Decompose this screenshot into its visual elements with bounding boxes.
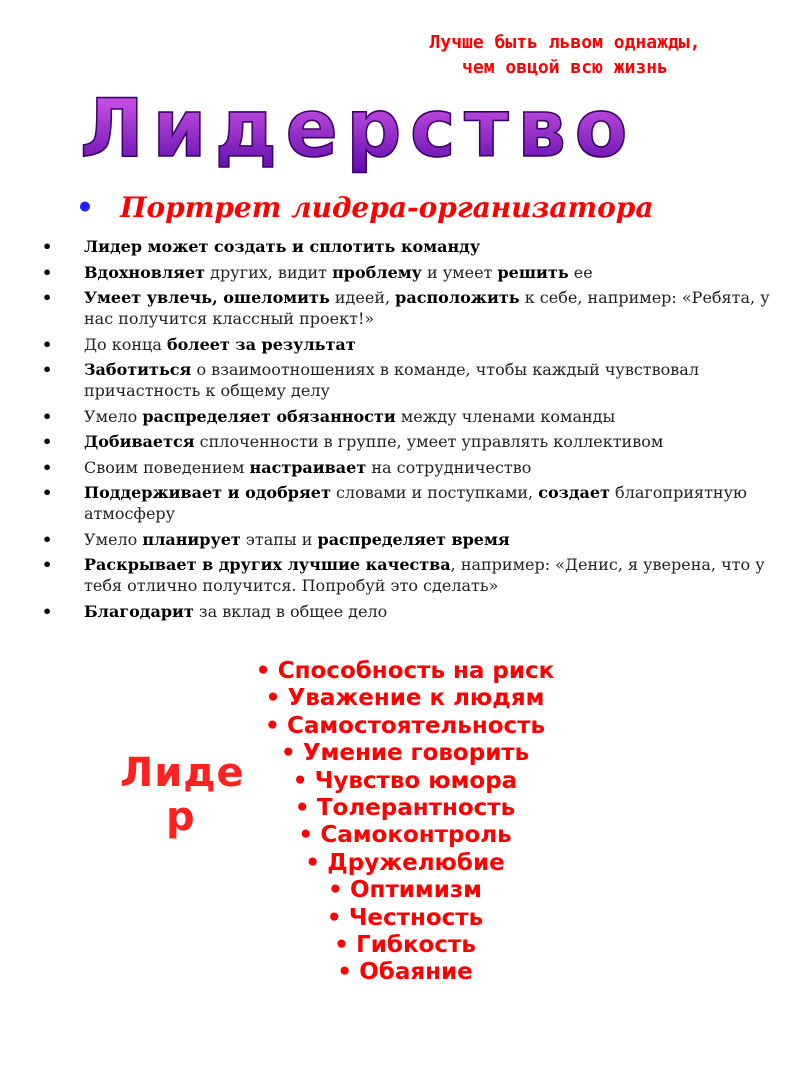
bullet-icon: •: [305, 849, 320, 876]
trait-item: • Вдохновляет других, видит проблему и умеет решить ее: [42, 262, 593, 282]
quality-item: • Толерантность: [294, 795, 516, 822]
traits-list: [40, 236, 780, 626]
quality-item: • Способность на риск: [255, 658, 555, 684]
bullet-icon: •: [42, 334, 53, 354]
bullet-icon: •: [337, 959, 352, 986]
page-title-text: Лидерство: [80, 82, 636, 175]
bullet-icon: •: [42, 432, 53, 451]
trait-item: • Поддерживает и одобряет словами и поступками, создает благоприятную атмосферу: [42, 483, 747, 523]
quote-line-2: чем овцой всю жизнь: [462, 57, 668, 78]
trait-item: • Своим поведением настраивает на сотрудничество: [42, 457, 532, 477]
quality-item: • Оптимизм: [328, 877, 482, 904]
page-title: [68, 78, 648, 183]
bullet-icon: •: [328, 877, 343, 904]
quality-item: • Дружелюбие: [305, 849, 505, 876]
trait-item: • Лидер может создать и сплотить команду: [42, 237, 481, 256]
bullet-icon: •: [326, 904, 342, 931]
bullet-icon: •: [298, 822, 314, 849]
quality-item: • Самостоятельность: [264, 712, 546, 739]
bullet-icon: •: [42, 237, 53, 256]
bullet-icon: •: [42, 529, 53, 549]
bullet-icon: •: [42, 555, 53, 574]
bullet-icon: •: [42, 262, 53, 282]
quality-item: • Честность: [326, 904, 484, 931]
bullet-icon: •: [264, 712, 280, 739]
qualities-list: [200, 658, 610, 987]
leader-label-line-2: р: [166, 794, 196, 840]
quote-line-1: Лучше быть львом однажды,: [429, 32, 701, 53]
bullet-icon: •: [292, 767, 308, 794]
bullet-icon: •: [42, 406, 53, 426]
epigraph-quote: [330, 30, 800, 80]
trait-item: • Умело планирует этапы и распределяет время: [42, 529, 510, 549]
section-heading: [76, 190, 776, 226]
quality-item: • Уважение к людям: [265, 685, 545, 712]
quality-item: • Гибкость: [334, 932, 476, 959]
trait-item: • Умеет увлечь, ошеломить идеей, расположить к себе, например: «Ребята, у нас получится классный проект!»: [42, 288, 770, 328]
bullet-icon: •: [76, 191, 94, 224]
quality-item: • Самоконтроль: [298, 822, 512, 849]
leader-label-line-1: Лиде: [120, 750, 245, 796]
trait-item: • Добивается сплоченности в группе, умеет управлять коллективом: [42, 432, 664, 451]
bullet-icon: •: [42, 360, 53, 379]
quality-item: • Обаяние: [337, 959, 473, 986]
bullet-icon: •: [42, 457, 53, 477]
bullet-icon: •: [255, 658, 271, 684]
trait-item: • До конца болеет за результат: [42, 334, 356, 354]
quality-item: • Умение говорить: [280, 740, 530, 767]
trait-item: • Заботиться о взаимоотношениях в команде, чтобы каждый чувствовал причастность к общему делу: [42, 360, 699, 400]
trait-item: • Раскрывает в других лучшие качества, например: «Денис, я уверена, что у тебя отлично получится. Попробуй это сделать»: [42, 555, 765, 595]
quality-item: • Чувство юмора: [292, 767, 518, 794]
section-heading-text: Портрет лидера-организатора: [120, 191, 654, 224]
bullet-icon: •: [42, 483, 53, 502]
trait-item: • Умело распределяет обязанности между членами команды: [42, 406, 616, 426]
trait-item: • Благодарит за вклад в общее дело: [42, 601, 388, 621]
bullet-icon: •: [265, 685, 281, 712]
bullet-icon: •: [294, 795, 310, 822]
bullet-icon: •: [42, 601, 53, 621]
bullet-icon: •: [334, 932, 349, 959]
bullet-icon: •: [42, 288, 53, 307]
bullet-icon: •: [280, 740, 296, 767]
